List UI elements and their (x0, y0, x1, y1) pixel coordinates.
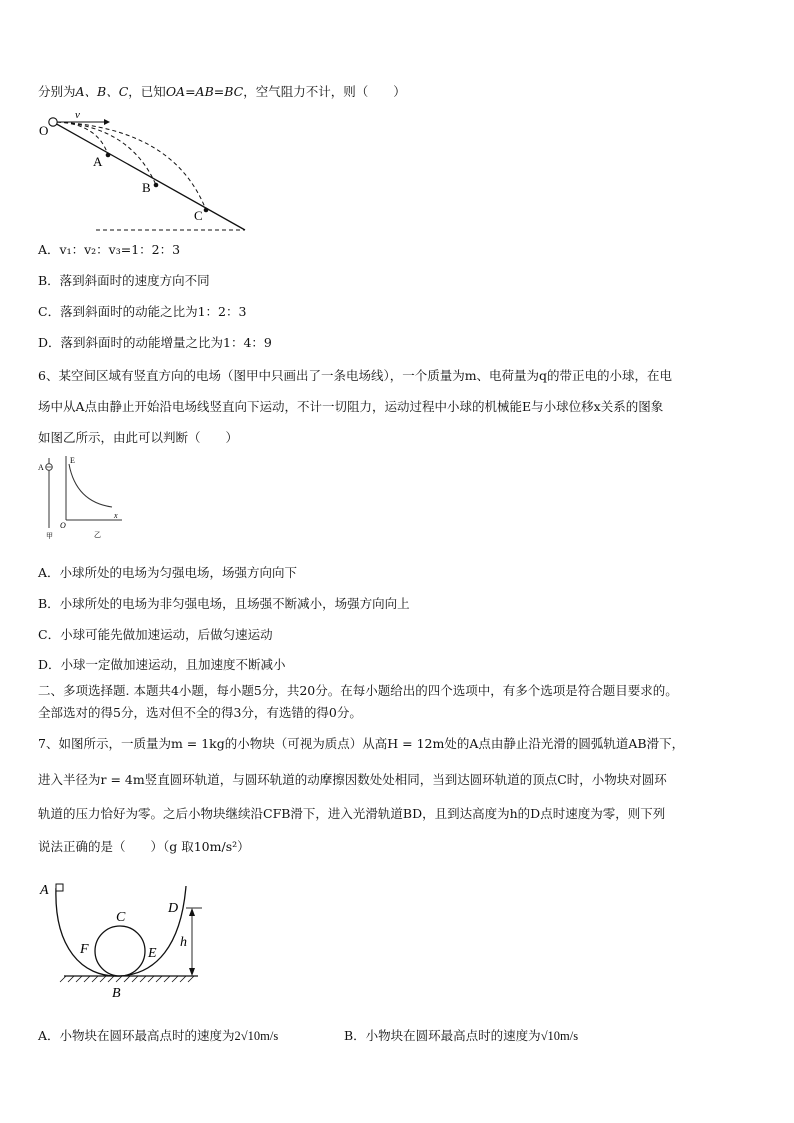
q7-label-A: A (40, 883, 49, 898)
q7-option-b (344, 1026, 578, 1044)
q7-option-b-value: √10m/s (540, 1029, 579, 1043)
q5-option-d: D．落到斜面时的动能增量之比为1：4：9 (38, 335, 272, 350)
section2-line1: 二、多项选择题. 本题共4小题，每小题5分，共20分。在每小题给出的四个选项中，有多个选项是符合题目要求的。 (38, 683, 678, 698)
q6-option-b: B．小球所处的电场为非匀强电场，且场强不断减小，场强方向向上 (38, 596, 410, 611)
q5-label-B: B (142, 180, 151, 195)
q5-stem-end: ，空气阻力不计，则（ ） (243, 84, 406, 99)
q7-stem-line1: 7、如图所示，一质量为m = 1kg的小物块（可视为质点）从高H = 12m处的A点由静止沿光滑的圆弧轨道AB滑下， (38, 736, 685, 751)
q6-option-c: C．小球可能先做加速运动，后做匀速运动 (38, 627, 273, 642)
q6-label-jia: 甲 (46, 532, 53, 540)
q5-label-C: C (194, 208, 203, 223)
q5-option-b: B．落到斜面时的速度方向不同 (38, 273, 210, 288)
q7-stem-line3: 轨道的压力恰好为零。之后小物块继续沿CFB滑下，进入光滑轨道BD，且到达高度为h的D点时速度为零，则下列 (38, 806, 666, 821)
q5-stem-mid: ，已知 (128, 84, 166, 99)
q6-option-d: D．小球一定做加速运动，且加速度不断减小 (38, 657, 286, 672)
q6-option-a: A．小球所处的电场为匀强电场，场强方向向下 (38, 565, 298, 580)
q7-label-C: C (116, 910, 126, 925)
q7-label-h: h (180, 935, 187, 950)
q6-label-E: E (70, 456, 75, 465)
q6-energy-figure (36, 454, 126, 540)
q7-option-a (38, 1026, 278, 1044)
q5-stem-eq: OA=AB=BC (165, 84, 244, 99)
q5-label-A: A (93, 154, 103, 169)
q6-label-O: O (60, 521, 66, 530)
q5-label-v: v (75, 110, 80, 121)
q6-label-A: A (38, 463, 44, 472)
q5-stem-tail (38, 82, 406, 100)
q7-stem-line2: 进入半径为r = 4m竖直圆环轨道，与圆环轨道的动摩擦因数处处相同，当到达圆环轨道的顶点C时，小物块对圆环 (38, 772, 667, 787)
q7-stem-line4: 说法正确的是（ ）（g 取10m/s²） (38, 839, 250, 854)
q5-incline-figure (36, 110, 251, 235)
q6-label-x: x (114, 511, 118, 520)
q6-stem-line2: 场中从A点由静止开始沿电场线竖直向下运动，不计一切阻力，运动过程中小球的机械能E与小球位移x关系的图象 (38, 399, 664, 414)
section2-line2: 全部选对的得5分，选对但不全的得3分，有选错的得0分。 (38, 705, 362, 720)
q7-label-B: B (112, 986, 121, 1001)
q7-label-D: D (168, 901, 179, 916)
q6-stem-line3: 如图乙所示，由此可以判断（ ） (38, 430, 239, 445)
q7-option-b-text: B．小物块在圆环最高点时的速度为 (344, 1028, 541, 1043)
q7-option-a-value: 2√10m/s (234, 1029, 279, 1043)
q5-stem-prefix: 分别为 (38, 84, 76, 99)
q7-label-E: E (148, 946, 157, 961)
q5-label-O: O (39, 123, 49, 138)
q6-stem-line1: 6、某空间区域有竖直方向的电场（图甲中只画出了一条电场线），一个质量为m、电荷量为q的带正电的小球，在电 (38, 368, 673, 383)
q5-option-a: A．v₁：v₂：v₃=1：2：3 (38, 242, 181, 257)
q7-option-a-text: A．小物块在圆环最高点时的速度为 (38, 1028, 235, 1043)
q5-option-c: C．落到斜面时的动能之比为1：2：3 (38, 304, 247, 319)
q6-label-yi: 乙 (94, 531, 101, 539)
q7-label-F: F (80, 942, 89, 957)
q5-stem-points: A、B、C (75, 84, 129, 99)
q7-loop-track-figure (36, 876, 216, 1004)
